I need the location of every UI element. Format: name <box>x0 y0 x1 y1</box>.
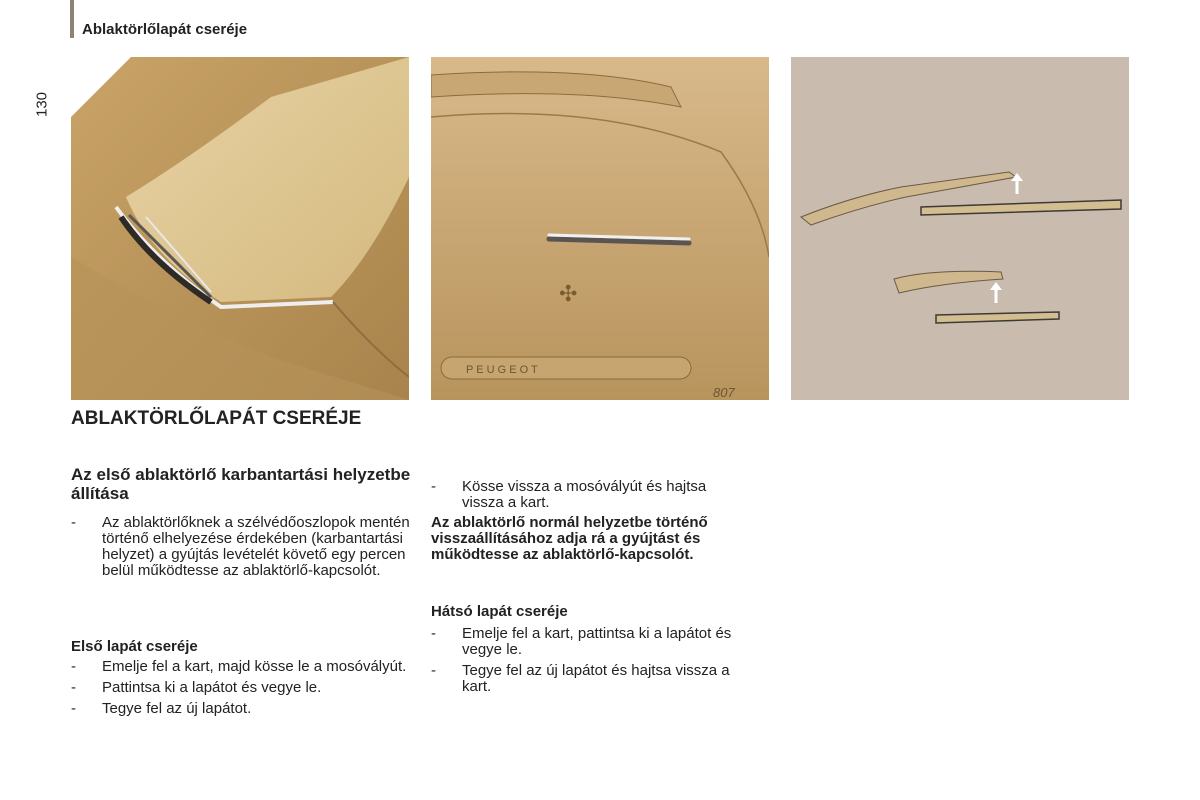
page-number: 130 <box>33 91 51 118</box>
normal-position-note: Az ablaktörlő normál helyzetbe történő visszaállításához adja rá a gyújtást és működtesse az ablaktörlő-kapcsolót. <box>431 514 708 563</box>
maintenance-subheading: Az első ablaktörlő karbantartási helyzetbe állítása <box>71 465 411 503</box>
rear-blade-heading: Hátsó lapát cseréje <box>431 603 568 620</box>
main-heading: ABLAKTÖRLŐLAPÁT CSERÉJE <box>71 408 362 429</box>
front-blade-heading: Első lapát cseréje <box>71 638 198 655</box>
maintenance-list <box>71 515 416 584</box>
wiper-parts-illustration <box>791 57 1129 400</box>
reconnect-list <box>431 479 741 516</box>
list-item: - Pattintsa ki a lapátot és vegye le. <box>71 680 416 696</box>
list-item: - Emelje fel a kart, majd kösse le a mosóvályút. <box>71 659 416 675</box>
front-windscreen-illustration <box>71 57 409 400</box>
list-item: - Emelje fel a kart, pattintsa ki a lapátot és vegye le. <box>431 626 741 658</box>
list-item: - Tegye fel az új lapátot és hajtsa vissza a kart. <box>431 663 741 695</box>
rear-model-badge: 807 <box>713 385 735 400</box>
list-item: - Kösse vissza a mosóvályút és hajtsa vissza a kart. <box>431 479 741 511</box>
rear-blade-list <box>431 626 741 700</box>
svg-text:✣: ✣ <box>559 282 578 307</box>
list-item: - Az ablaktörlőknek a szélvédőoszlopok mentén történő elhelyezése érdekében (karbantartási helyzet) a gyújtás levételét követő egy percen belül működtesse az ablaktörlő-kapcsolót. <box>71 515 416 579</box>
rear-brand-text: P E U G E O T <box>466 364 538 376</box>
list-item: - Tegye fel az új lapátot. <box>71 701 416 717</box>
rear-wiper-illustration <box>431 57 769 400</box>
header-title: Ablaktörlőlapát cseréje <box>82 21 248 38</box>
header-bar <box>70 0 74 38</box>
front-blade-list <box>71 659 416 722</box>
